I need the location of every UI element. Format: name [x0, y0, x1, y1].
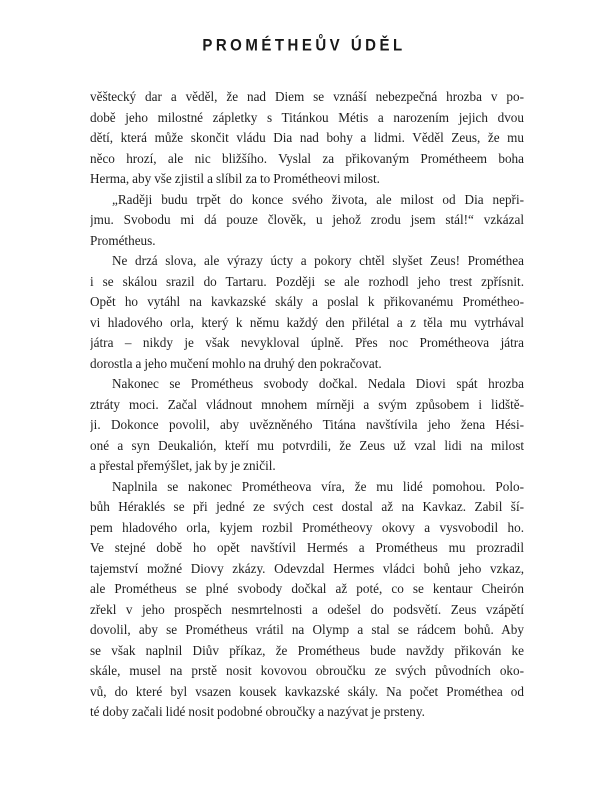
- paragraph: [90, 374, 524, 477]
- text-line: té doby začali lidé nosit podobné obroučky a nazývat je prsteny.: [90, 704, 425, 719]
- text-line: skále, musel na prstě nosit kovovou obroučku ze svých původních oko-: [90, 663, 524, 678]
- text-line: Naplnila se nakonec Prométheova víra, že mu lidé pomohou. Polo-: [112, 478, 524, 494]
- text-line: dětí, která může skončit vládu Dia nad bohy a lidmi. Věděl Zeus, že mu: [90, 130, 524, 145]
- paragraph: [90, 87, 524, 190]
- text-line: ale Prométheus se plné svobody dočkal až poté, co se kentaur Cheirón: [90, 581, 524, 596]
- text-line: i se skálou srazil do Tartaru. Později se ale rozhodl jeho trest zpřísnit.: [90, 273, 524, 289]
- paragraph: [90, 190, 524, 252]
- text-line: „Raději budu trpět do konce svého života, ale milost od Dia nepři-: [112, 191, 524, 207]
- text-line: jmu. Svobodu mi dá pouze člověk, u jehož zrodu jsem stál!“ vzkázal: [90, 212, 524, 227]
- text-line: dovolil, aby se Prométheus vrátil na Olymp a stal se rádcem bohů. Aby: [90, 622, 524, 637]
- text-line: oné a syn Deukalión, kteří mu potvrdili, že Zeus už vzal lidi na milost: [90, 437, 524, 453]
- text-line: Herma, aby vše zjistil a slíbil za to Prométheovi milost.: [90, 171, 380, 186]
- text-line: tajemství možné Diovy zkázy. Odevzdal Hermes vládci bohů jeho vzkaz,: [90, 560, 524, 576]
- text-line: Prométheus.: [90, 232, 156, 248]
- chapter-header: PROMÉTHEŮV ÚDĚL: [202, 36, 406, 55]
- text-line: dorostla a jeho mučení mohlo na druhý den pokračovat.: [90, 355, 382, 371]
- text-line: pem hladového orla, kyjem rozbil Prométheovy okovy a vysvobodil ho.: [90, 519, 524, 535]
- text-line: ztráty moci. Začal vládnout mnohem mírněji a svým způsobem i lidště-: [90, 396, 524, 412]
- text-line: Opět ho vytáhl na kavkazské skály a poslal k přikovanému Prométheo-: [90, 294, 524, 309]
- text-line: Ne drzá slova, ale výrazy úcty a pokory chtěl slyšet Zeus! Prométhea: [112, 253, 524, 268]
- text-line: něco hrozí, ale nic bližšího. Vyslal za přikovaným Prométheem boha: [90, 150, 524, 166]
- text-line: se však naplnil Diův příkaz, že Prométheus bude navždy přikován ke: [90, 642, 524, 658]
- text-line: věštecký dar a věděl, že nad Diem se vznáší nebezpečná hrozba v po-: [90, 89, 524, 104]
- text-line: bůh Héraklés se při jedné ze svých cest dostal až na Kavkaz. Zabil ší-: [90, 499, 524, 514]
- text-line: vi hladového orla, který k němu každý den přilétal a z těla mu vytrhával: [90, 314, 524, 330]
- paragraph: [90, 477, 524, 723]
- text-line: a přestal přemýšlet, jak by je zničil.: [90, 458, 276, 473]
- paragraph: [90, 251, 524, 374]
- text-line: vů, do které byl vsazen kousek kavkazské skály. Na počet Prométhea od: [90, 683, 524, 699]
- text-column: [90, 87, 524, 723]
- text-line: Ve stejné době ho opět navštívil Hermés a Prométheus mu prozradil: [90, 540, 524, 555]
- text-line: době jeho milostné zápletky s Titánkou Métis a narozením jejich dvou: [90, 109, 524, 125]
- text-line: ji. Dokonce povolil, aby uvězněného Titána navštívila jeho žena Hési-: [90, 417, 524, 432]
- text-line: Nakonec se Prométheus svobody dočkal. Nedala Diovi spát hrozba: [112, 376, 524, 391]
- text-line: játra – nikdy je však nevykloval úplně. Přes noc Prométheova játra: [90, 335, 524, 350]
- text-line: zřekl v jeho prospěch nesmrtelnosti a odešel do podsvětí. Zeus vzápětí: [90, 601, 524, 617]
